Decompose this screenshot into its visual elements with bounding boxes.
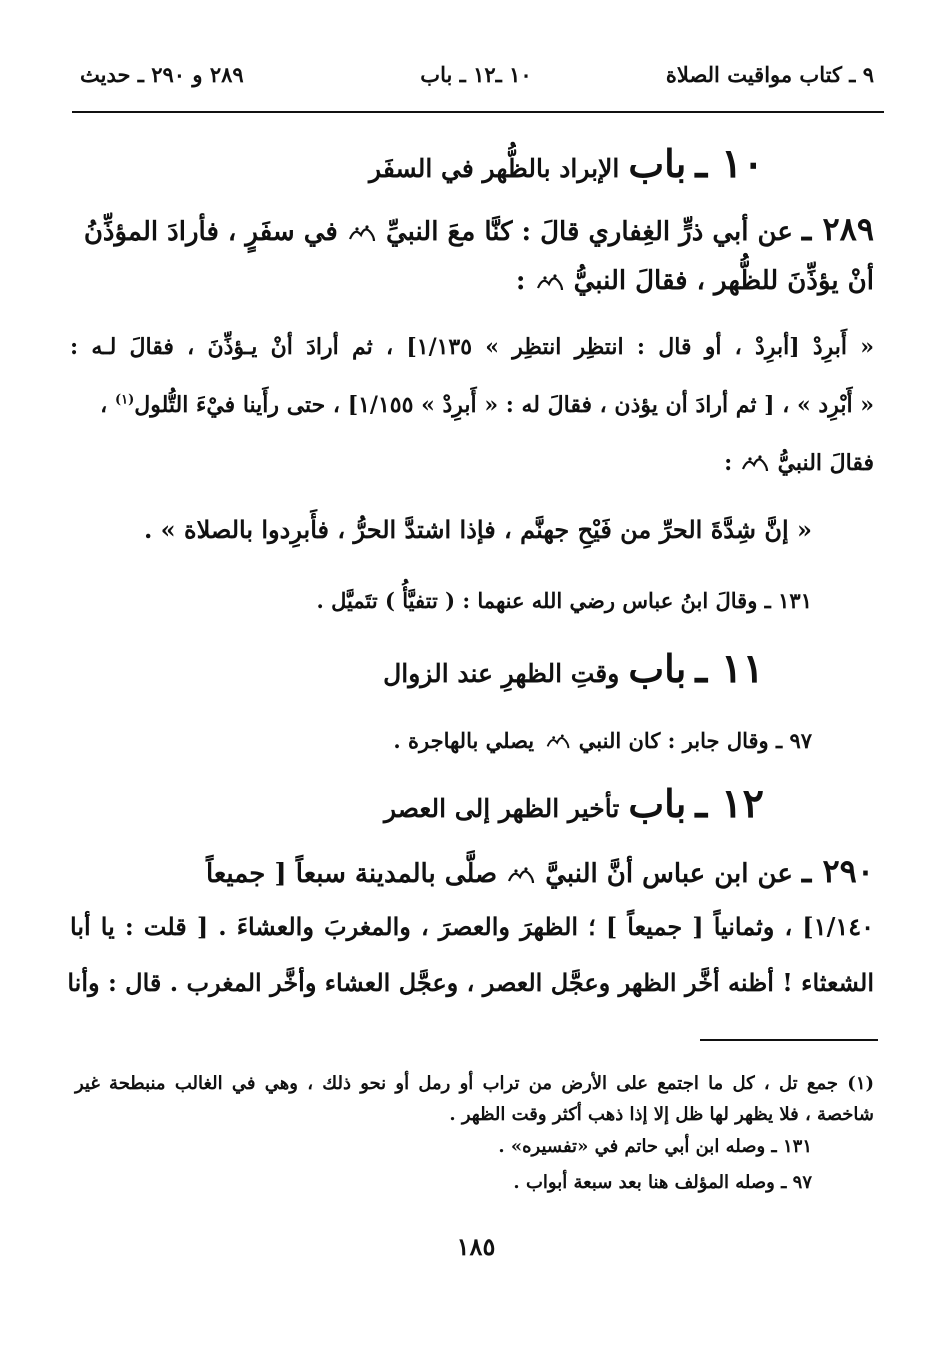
- footnote-marker: (١): [114, 392, 135, 408]
- muallaq-text: يصلي بالهاجرة .: [393, 728, 535, 753]
- salutation-glyph-icon: [506, 864, 536, 886]
- footnote-rule: [700, 1039, 878, 1041]
- hadith-290-line-2: ١/١٤٠] ، وثمانياً [ جميعاً ] ؛ الظهرَ والعصرَ ، والمغربَ والعشاءَ . [ قلت : يا أبا: [70, 912, 874, 941]
- salutation-glyph-icon: [541, 732, 571, 754]
- chapter-title: الإبراد بالظُّهر في السفَر: [369, 154, 620, 183]
- hadith-text: :: [515, 266, 526, 296]
- footnote-131: ١٣١ ـ وصله ابن أبي حاتم في «تفسيره» .: [498, 1136, 812, 1157]
- muallaq-131: ١٣١ ـ وقالَ ابنُ عباس رضي الله عنهما : ( تتفيَّأُ ) تتَميَّل .: [316, 588, 812, 613]
- hadith-289-line-3: « أَبرِدْ [أبرِدْ ، أو قال : انتظِر انتظِر » ١/١٣٥] ، ثم أرادَ أنْ يـؤذِّنَ ، فقالَ لـه :: [70, 334, 875, 360]
- hadith-number: ٢٩٠ ـ: [801, 852, 874, 890]
- hadith-text: فقالَ النبيُّ: [777, 450, 874, 476]
- chapter-number: ١١ ـ: [695, 645, 764, 692]
- chapter-title: وقتِ الظهرِ عند الزوال: [383, 659, 620, 688]
- chapter-number: ١٠ ـ: [695, 140, 764, 187]
- page-number: ١٨٥: [456, 1232, 496, 1261]
- muallaq-97: [393, 728, 812, 754]
- muallaq-text: ٩٧ ـ وقال جابر : كان النبي: [578, 728, 812, 753]
- hadith-text: عن ابن عباس أنَّ النبيَّ: [545, 859, 793, 889]
- header-rule: [72, 111, 884, 113]
- chapter-bab: باب: [628, 781, 687, 826]
- hadith-289-line-4: [70, 392, 874, 418]
- chapter-10-heading: [369, 140, 764, 187]
- running-header-hadiths: ٢٨٩ و ٢٩٠ ـ حديث: [80, 62, 244, 87]
- salutation-glyph-icon: [740, 453, 770, 475]
- hadith-text: « أَبْرِد » ، [ ثم أرادَ أن يؤذن ، فقالَ له : « أَبرِدْ » ١/١٥٥] ، حتى رأَينا فيْءَ التُّلول: [134, 392, 874, 418]
- hadith-290-line-3: الشعثاء ! أظنه أخَّر الظهر وعجَّل العصر ، وعجَّل العشاء وأخَّر المغرب . قال : وأنا: [67, 968, 874, 997]
- hadith-289-line-1: [70, 210, 874, 248]
- hadith-text: في سفَرٍ ، فأرادَ المؤذِّنُ: [83, 217, 338, 247]
- hadith-290-line-1: [70, 852, 874, 890]
- hadith-text: صلَّى بالمدينة سبعاً [ جميعاً: [205, 859, 498, 889]
- chapter-number: ١٢ ـ: [695, 780, 764, 827]
- salutation-glyph-icon: [535, 271, 565, 293]
- hadith-text: أنْ يؤذِّنَ للظُّهر ، فقالَ النبيُّ: [573, 266, 874, 296]
- running-header-book: ٩ ـ كتاب مواقيت الصلاة: [665, 62, 874, 87]
- hadith-text: عن أبي ذرٍّ الغِفاري قالَ : كنَّا معَ النبيِّ: [385, 217, 793, 247]
- hadith-text: :: [724, 450, 733, 476]
- chapter-12-heading: [384, 780, 764, 827]
- footnote-97: ٩٧ ـ وصله المؤلف هنا بعد سبعة أبواب .: [513, 1172, 812, 1193]
- hadith-number: ٢٨٩ ـ: [801, 210, 874, 248]
- running-header-chapters: ١٠ ـ١٢ ـ باب: [420, 62, 532, 87]
- salutation-glyph-icon: [347, 222, 377, 244]
- hadith-text: ،: [100, 392, 108, 418]
- chapter-11-heading: [383, 645, 764, 692]
- prophetic-quote: « إنَّ شِدَّةَ الحرِّ من فَيْحِ جهنَّم ، فإذا اشتدَّ الحرُّ ، فأَبرِدوا بالصلاة » .: [143, 515, 812, 544]
- hadith-289-line-5: [724, 450, 874, 476]
- chapter-title: تأخير الظهر إلى العصر: [383, 794, 620, 823]
- footnote-1-line-1: (١) جمع تل ، كل ما اجتمع على الأرض من تراب أو رمل أو نحو ذلك ، وهي في الغالب منبطحة غير: [75, 1073, 875, 1094]
- chapter-bab: باب: [628, 646, 687, 691]
- hadith-289-line-2: [516, 266, 874, 296]
- footnote-1-line-2: شاخصة ، فلا يظهر لها ظل إلا إذا ذهب أكثر وقت الظهر .: [449, 1104, 874, 1125]
- chapter-bab: باب: [628, 141, 687, 186]
